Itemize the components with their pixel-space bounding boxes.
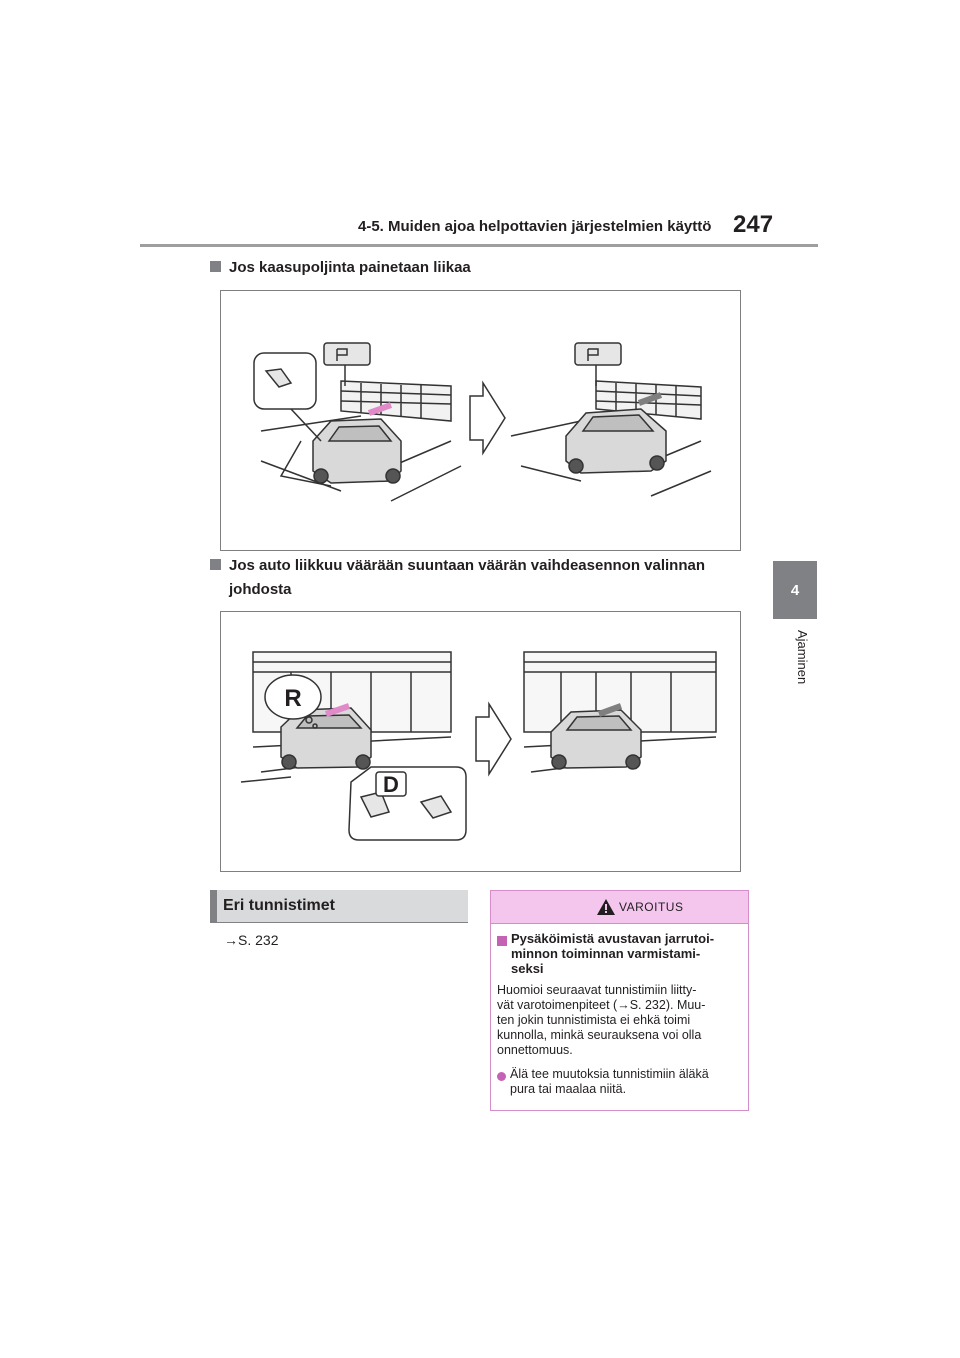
- warning-heading-line: seksi: [511, 961, 544, 976]
- subheading-wrong-gear: [210, 554, 750, 602]
- warning-body-line: ten jokin tunnistimista ei ehkä toimi: [497, 1013, 691, 1027]
- cross-reference: →S. 232: [224, 932, 279, 948]
- square-bullet-icon: [210, 559, 221, 570]
- subheading-text-line2: johdosta: [229, 581, 292, 598]
- drive-label: D: [383, 772, 399, 797]
- figure-accelerator-pressed: [220, 290, 741, 551]
- header-rule: [140, 244, 818, 247]
- page-number: 247: [733, 211, 774, 238]
- warning-rule: [491, 923, 748, 924]
- chapter-label: Ajaminen: [795, 630, 810, 685]
- warning-dot-bullet-icon: [497, 1072, 506, 1081]
- warning-square-bullet-icon: [497, 936, 507, 946]
- warning-triangle-icon: [597, 899, 615, 915]
- warning-box: [490, 890, 749, 1111]
- warning-body-line: vät varotoimenpiteet (→S. 232). Muu-: [497, 998, 706, 1012]
- warning-heading-line: Pysäköimistä avustavan jarrutoi-: [511, 931, 715, 946]
- subheading-text: Jos kaasupoljinta painetaan liikaa: [229, 259, 471, 276]
- subheading-accelerator: [210, 256, 471, 280]
- reverse-label: R: [284, 685, 302, 712]
- warning-heading: [511, 931, 741, 976]
- warning-bullet-line: pura tai maalaa niitä.: [510, 1082, 627, 1096]
- section-heading: Eri tunnistimet: [210, 890, 468, 922]
- chapter-tab: 4: [773, 561, 817, 619]
- warning-body-line: kunnolla, minkä seurauksena voi olla: [497, 1028, 702, 1042]
- running-header: 4-5. Muiden ajoa helpottavien järjestelmien käyttö: [358, 218, 712, 235]
- subheading-text: Jos auto liikkuu väärään suuntaan väärän vaihdeasennon valinnan: [229, 557, 705, 574]
- warning-heading-line: minnon toiminnan varmistami-: [511, 946, 701, 961]
- warning-body-line: onnettomuus.: [497, 1043, 573, 1057]
- figure-wrong-gear: [220, 611, 741, 872]
- warning-title: VAROITUS: [619, 900, 684, 914]
- warning-body: [497, 983, 742, 1058]
- storefront-illustration: [221, 612, 740, 871]
- warning-body-line: Huomioi seuraavat tunnistimiin liitty-: [497, 983, 697, 997]
- section-rule: [210, 922, 468, 923]
- square-bullet-icon: [210, 261, 221, 272]
- warning-bullet: [510, 1067, 745, 1097]
- warning-bullet-line: Älä tee muutoksia tunnistimiin äläkä: [510, 1067, 709, 1081]
- parking-illustration-1: [221, 291, 740, 550]
